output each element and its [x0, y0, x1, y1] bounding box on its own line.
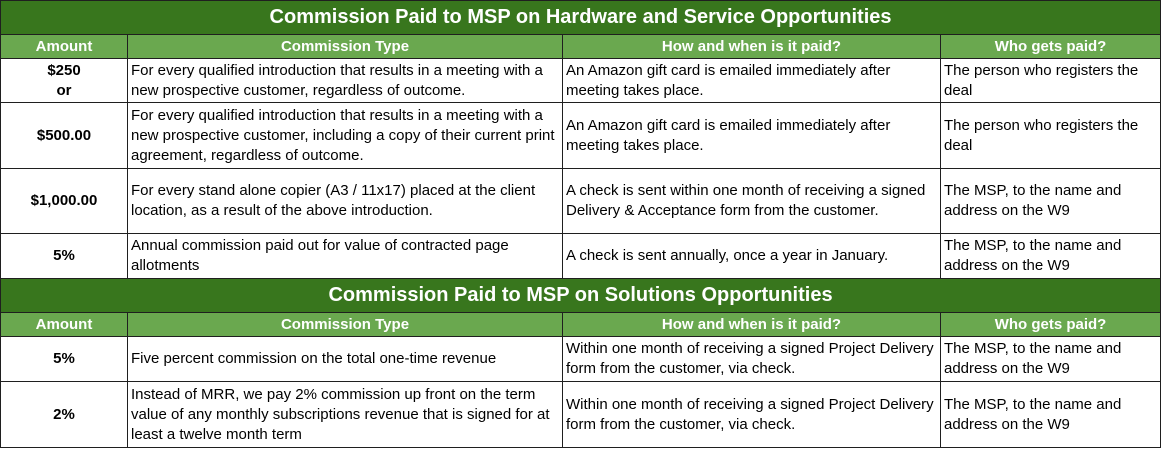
header-how-when-paid: How and when is it paid? [563, 35, 941, 59]
table-row [1, 103, 1161, 169]
amount-cell [1, 234, 128, 279]
recipient-cell: The person who registers the deal [941, 103, 1161, 169]
commission-type-cell: Annual commission paid out for value of contracted page allotments [128, 234, 563, 279]
commission-type-cell: For every qualified introduction that results in a meeting with a new prospective customer, including a copy of their current print agreement, regardless of outcome. [128, 103, 563, 169]
amount-value: $250 [47, 61, 81, 79]
commission-type-cell: Instead of MRR, we pay 2% commission up front on the term value of any monthly subscriptions revenue that is signed for at least a twelve month term [128, 382, 563, 448]
amount-value: 5% [53, 350, 75, 367]
amount-cell [1, 337, 128, 382]
recipient-cell: The MSP, to the name and address on the W9 [941, 169, 1161, 234]
amount-cell [1, 59, 128, 103]
payment-method-cell: A check is sent annually, once a year in January. [563, 234, 941, 279]
payment-method-cell: A check is sent within one month of receiving a signed Delivery & Acceptance form from the customer. [563, 169, 941, 234]
amount-cell [1, 382, 128, 448]
table-row [1, 234, 1161, 279]
commission-type-cell: For every stand alone copier (A3 / 11x17) placed at the client location, as a result of the above introduction. [128, 169, 563, 234]
amount-value: 2% [53, 405, 75, 423]
header-who-gets-paid: Who gets paid? [941, 35, 1161, 59]
header-row [1, 313, 1161, 337]
amount-or: or [56, 81, 72, 99]
amount-value: $1,000.00 [30, 192, 98, 209]
amount-cell [1, 169, 128, 234]
recipient-cell: The MSP, to the name and address on the W9 [941, 382, 1161, 448]
header-who-gets-paid: Who gets paid? [941, 313, 1161, 337]
amount-value: $500.00 [36, 126, 92, 144]
header-commission-type: Commission Type [128, 313, 563, 337]
payment-method-cell: An Amazon gift card is emailed immediately after meeting takes place. [563, 59, 941, 103]
recipient-cell: The MSP, to the name and address on the W9 [941, 337, 1161, 382]
payment-method-cell: Within one month of receiving a signed Project Delivery form from the customer, via check. [563, 382, 941, 448]
payment-method-cell: Within one month of receiving a signed Project Delivery form from the customer, via check. [563, 337, 941, 382]
table-row [1, 169, 1161, 234]
header-commission-type: Commission Type [128, 35, 563, 59]
header-amount: Amount [1, 313, 128, 337]
table-row [1, 59, 1161, 103]
section-title-row [1, 279, 1161, 313]
header-amount: Amount [1, 35, 128, 59]
recipient-cell: The person who registers the deal [941, 59, 1161, 103]
amount-value: 5% [53, 247, 75, 264]
recipient-cell: The MSP, to the name and address on the W9 [941, 234, 1161, 279]
header-row [1, 35, 1161, 59]
table-row [1, 382, 1161, 448]
section-title-row [1, 1, 1161, 35]
section-title-hardware: Commission Paid to MSP on Hardware and Service Opportunities [1, 1, 1161, 35]
amount-cell [1, 103, 128, 169]
commission-type-cell: Five percent commission on the total one-time revenue [128, 337, 563, 382]
table-row [1, 337, 1161, 382]
header-how-when-paid: How and when is it paid? [563, 313, 941, 337]
commission-type-cell: For every qualified introduction that results in a meeting with a new prospective customer, regardless of outcome. [128, 59, 563, 103]
payment-method-cell: An Amazon gift card is emailed immediately after meeting takes place. [563, 103, 941, 169]
section-title-solutions: Commission Paid to MSP on Solutions Opportunities [1, 279, 1161, 313]
